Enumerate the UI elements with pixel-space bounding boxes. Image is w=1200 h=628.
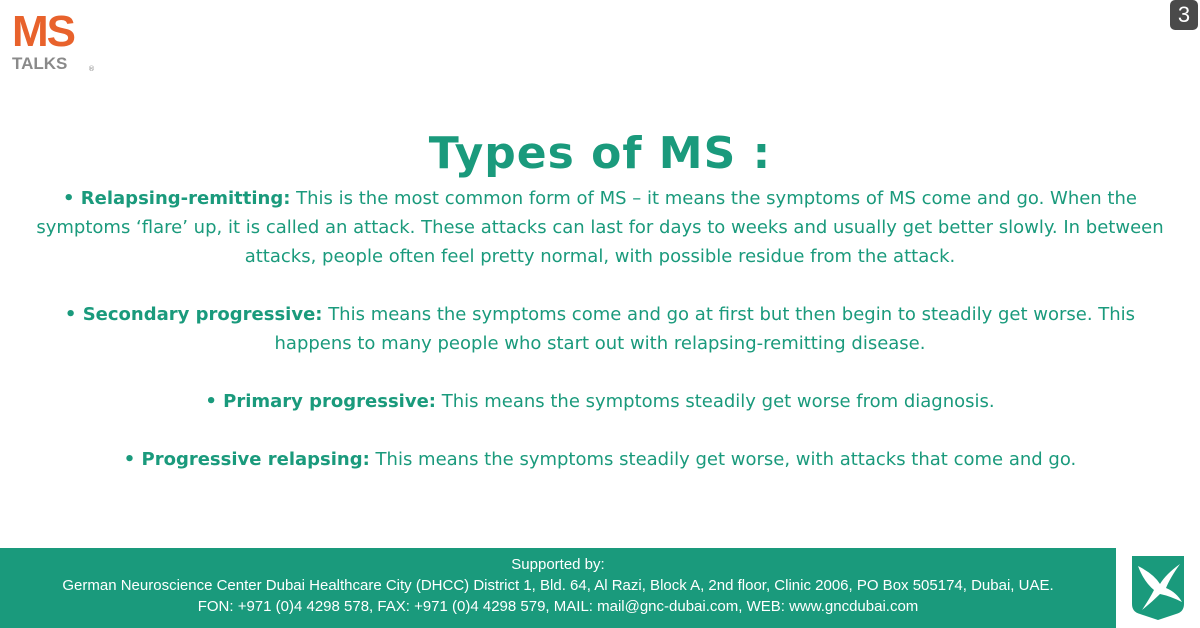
types-list xyxy=(28,184,1172,503)
bullet: • xyxy=(63,188,81,209)
logo-ms-text: MS xyxy=(12,7,74,56)
desc-secondary-progressive: This means the symptoms come and go at first but then begin to steadily get worse. This happens to many people who start out with relapsing-remitting disease. xyxy=(274,304,1136,354)
list-item-progressive-relapsing xyxy=(28,445,1172,474)
footer-supported-by: Supported by: xyxy=(511,556,605,573)
logo-registered-mark: ® xyxy=(88,65,95,73)
list-item-relapsing-remitting xyxy=(28,184,1172,271)
term-primary-progressive: Primary progressive: xyxy=(223,391,436,412)
bullet: • xyxy=(64,304,83,325)
footer-contact: FON: +971 (0)4 4298 578, FAX: +971 (0)4 4298 579, MAIL: mail@gnc-dubai.com, WEB: www.gncdubai.com xyxy=(197,598,919,615)
logo-talks-text: TALKS xyxy=(12,54,68,73)
term-secondary-progressive: Secondary progressive: xyxy=(82,304,323,325)
term-progressive-relapsing: Progressive relapsing: xyxy=(141,449,370,470)
gnc-logo-icon xyxy=(1126,552,1190,622)
page-title: Types of MS : xyxy=(428,128,772,179)
desc-relapsing-remitting: This is the most common form of MS – it means the symptoms of MS come and go. When the symptoms ‘flare’ up, it is called an attack. These attacks can last for days to weeks and usually get better slowly. In between attacks, people often feel pretty normal, with possible residue from the attack. xyxy=(36,188,1164,267)
page-number-badge: 3 xyxy=(1170,0,1198,30)
bullet: • xyxy=(123,449,142,470)
footer-address: German Neuroscience Center Dubai Healthcare City (DHCC) District 1, Bld. 64, Al Razi, Block A, 2nd floor, Clinic 2006, PO Box 505174, Dubai, UAE. xyxy=(62,577,1054,594)
list-item-secondary-progressive xyxy=(28,300,1172,358)
desc-primary-progressive: This means the symptoms steadily get worse from diagnosis. xyxy=(435,391,995,412)
term-relapsing-remitting: Relapsing-remitting: xyxy=(80,188,291,209)
list-item-primary-progressive xyxy=(28,387,1172,416)
bullet: • xyxy=(205,391,224,412)
desc-progressive-relapsing: This means the symptoms steadily get worse, with attacks that come and go. xyxy=(369,449,1077,470)
ms-talks-logo xyxy=(10,7,100,78)
footer-bar xyxy=(0,548,1116,628)
